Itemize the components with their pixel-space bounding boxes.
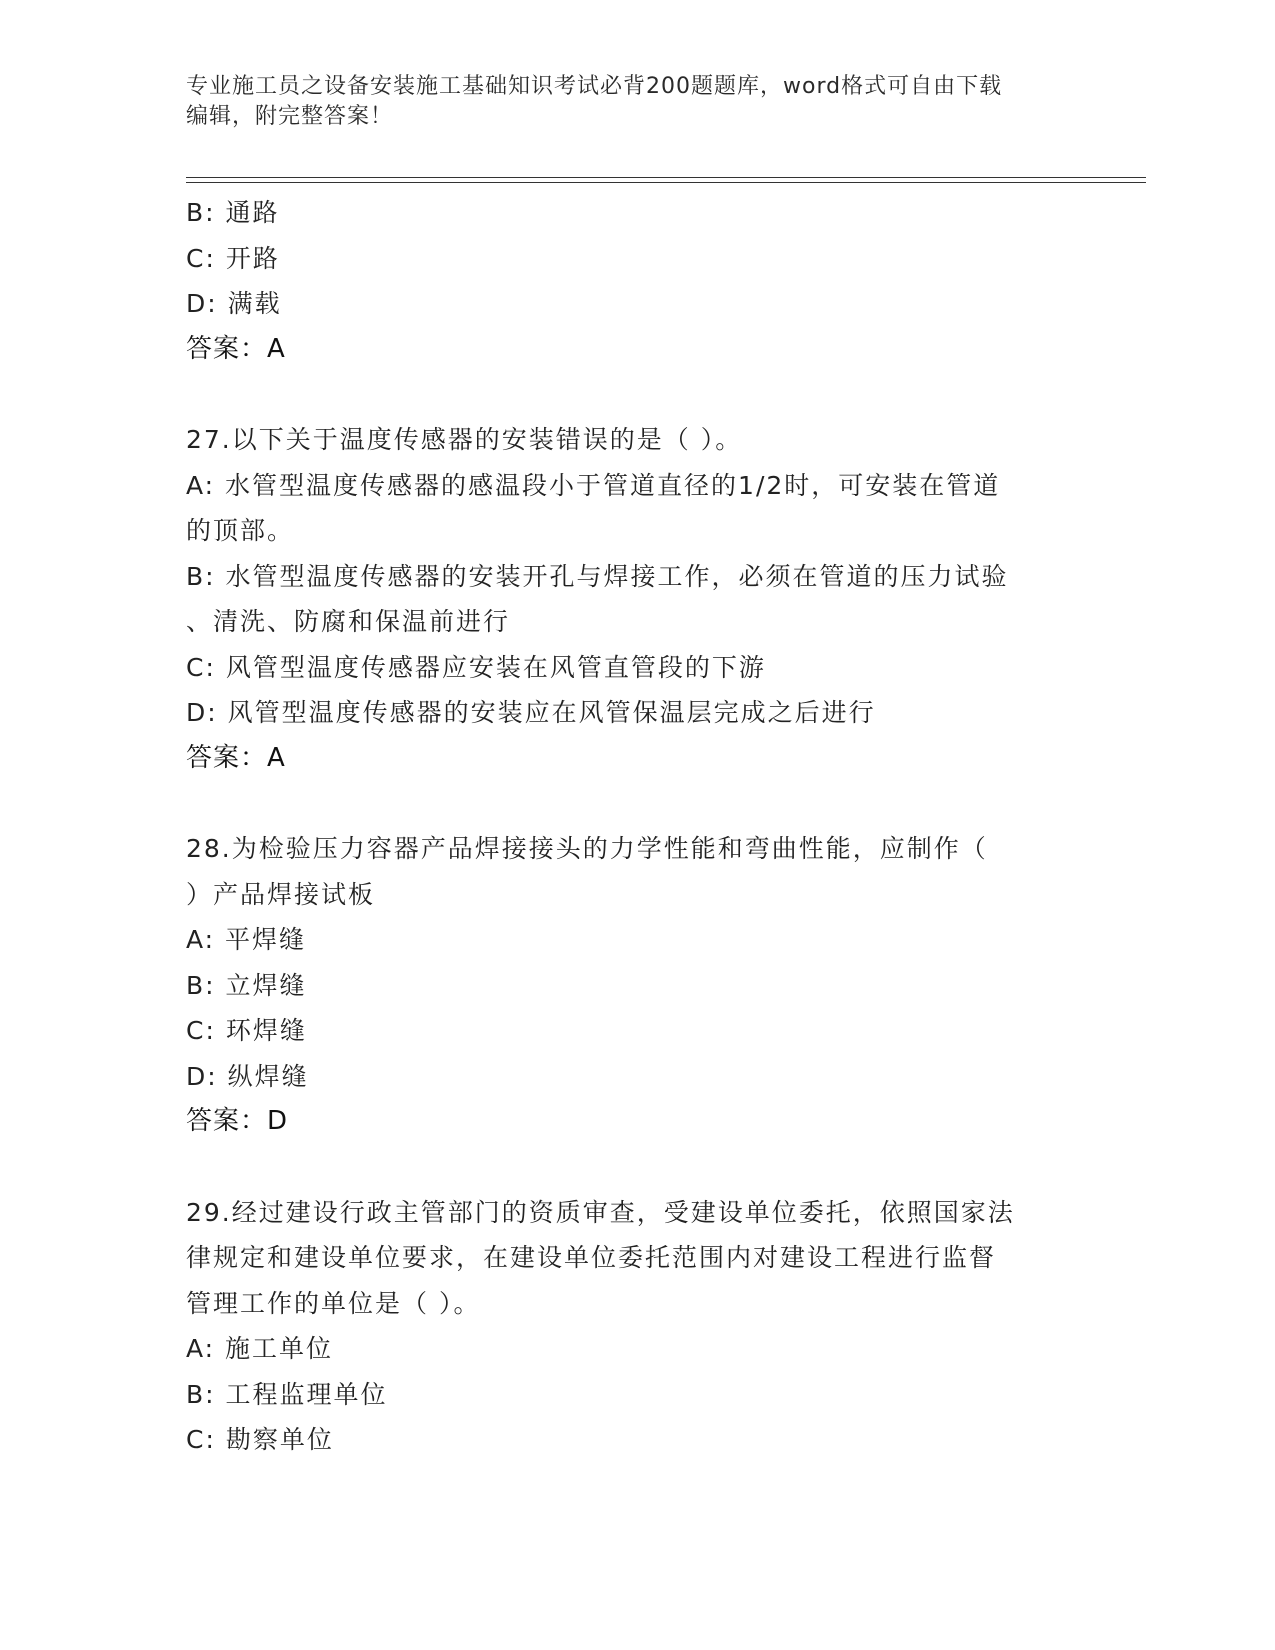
question-29-option-c: C: 勘察单位 <box>186 1425 334 1454</box>
header-line-2: 编辑，附完整答案！ <box>186 104 394 129</box>
question-28-stem: 28.为检验压力容器产品焊接接头的力学性能和弯曲性能，应制作（ <box>186 834 988 863</box>
question-27-option-b-cont: 、清洗、防腐和保温前进行 <box>186 607 511 636</box>
spacer <box>186 1145 1066 1190</box>
question-29-stem-cont-2: 管理工作的单位是（ ）。 <box>186 1288 481 1318</box>
header-line-1: 专业施工员之设备安装施工基础知识考试必背200题题库，word格式可自由下载 <box>186 74 1003 99</box>
document-header <box>186 72 1066 132</box>
question-28 <box>186 826 1066 1145</box>
question-29-option-b: B: 工程监理单位 <box>186 1379 388 1409</box>
question-27-stem: 27.以下关于温度传感器的安装错误的是（ ）。 <box>186 425 743 454</box>
question-28-stem-cont: ）产品焊接试板 <box>186 879 376 909</box>
question-26-option-d: D: 满载 <box>186 289 282 318</box>
question-28-option-d: D: 纵焊缝 <box>186 1061 309 1091</box>
question-27-option-c: C: 风管型温度传感器应安装在风管直管段的下游 <box>186 652 766 682</box>
question-27 <box>186 417 1066 781</box>
question-29-stem-cont: 律规定和建设单位要求，在建设单位委托范围内对建设工程进行监督 <box>186 1243 997 1272</box>
question-27-option-b: B: 水管型温度传感器的安装开孔与焊接工作，必须在管道的压力试验 <box>186 561 1009 591</box>
question-27-option-a: A: 水管型温度传感器的感温段小于管道直径的1/2时，可安装在管道 <box>186 470 1001 500</box>
question-28-answer: 答案：D <box>186 1106 289 1136</box>
question-26-option-b: B: 通路 <box>186 198 280 227</box>
question-28-option-c: C: 环焊缝 <box>186 1016 307 1045</box>
spacer <box>186 781 1066 826</box>
question-28-option-b: B: 立焊缝 <box>186 970 307 1000</box>
question-27-answer: 答案：A <box>186 742 286 773</box>
question-26-option-c: C: 开路 <box>186 243 280 273</box>
question-29-stem: 29.经过建设行政主管部门的资质审查，受建设单位委托，依照国家法 <box>186 1197 1015 1227</box>
question-26-answer: 答案：A <box>186 333 286 364</box>
question-29 <box>186 1190 1066 1463</box>
header-rule-top <box>186 177 1146 178</box>
spacer <box>186 372 1066 417</box>
question-27-option-a-cont: 的顶部。 <box>186 516 295 545</box>
question-26 <box>186 190 1066 372</box>
question-27-option-d: D: 风管型温度传感器的安装应在风管保温层完成之后进行 <box>186 698 876 727</box>
question-28-option-a: A: 平焊缝 <box>186 925 307 954</box>
question-29-option-a: A: 施工单位 <box>186 1334 334 1363</box>
header-rule-bottom <box>186 182 1146 183</box>
question-content <box>186 190 1066 1463</box>
